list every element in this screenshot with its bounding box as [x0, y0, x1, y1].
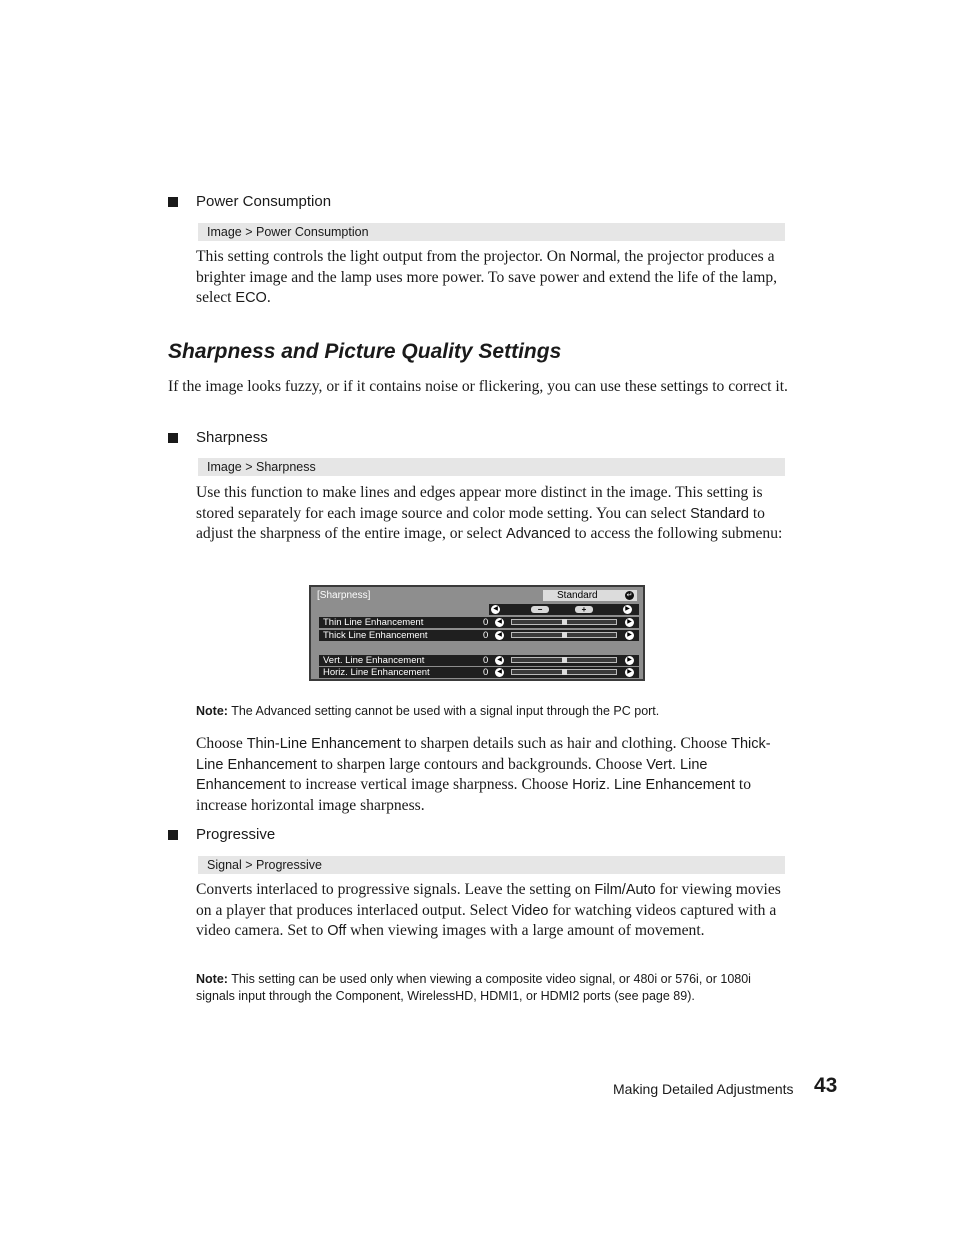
mode-value: Standard — [557, 590, 598, 601]
bullet-sharpness — [168, 429, 268, 446]
sharpness-submenu — [309, 585, 645, 681]
square-bullet-icon — [168, 197, 178, 207]
section-intro: If the image looks fuzzy, or if it contains noise or flickering, you can use these settings to correct it. — [168, 378, 788, 395]
submenu-title: [Sharpness] — [317, 590, 371, 601]
enter-icon: ↵ — [626, 592, 633, 599]
adjust-buttons-row — [489, 604, 639, 615]
arrow-right-icon[interactable]: ▶ — [625, 656, 634, 665]
footer-chapter: Making Detailed Adjustments — [613, 1081, 794, 1097]
arrow-right-icon[interactable]: ▶ — [625, 618, 634, 627]
slider-track[interactable] — [511, 619, 617, 625]
bullet-power-consumption — [168, 193, 331, 210]
arrow-left-icon[interactable]: ◀ — [495, 656, 504, 665]
slider-thumb[interactable] — [562, 619, 567, 625]
arrow-left-icon[interactable]: ◀ — [495, 668, 504, 677]
arrow-right-icon[interactable]: ▶ — [625, 668, 634, 677]
power-paragraph: This setting controls the light output from the projector. On Normal, the projector produces a brighter image and the lamp uses more power. To save power and extend the life of the lamp, select ECO. — [196, 248, 778, 306]
arrow-right-icon[interactable]: ▶ — [625, 631, 634, 640]
arrow-left-icon[interactable]: ◀ — [491, 605, 500, 614]
slider-track[interactable] — [511, 632, 617, 638]
choose-paragraph: Choose Thin-Line Enhancement to sharpen details such as hair and clothing. Choose Thick-Line Enhancement to sharpen large contours and backgrounds. Choose Vert. Line Enhancement to increase vertical image sharpness. Choose Horiz. Line Enhancement to increase horizontal image sharpness. — [196, 735, 771, 814]
mode-select[interactable] — [543, 590, 637, 601]
bullet-label: Sharpness — [196, 429, 268, 446]
square-bullet-icon — [168, 830, 178, 840]
sharpness-paragraph: Use this function to make lines and edges appear more distinct in the image. This setting is stored separately for each image source and color mode setting. You can select Standard to adjust the sharpness of the entire image, or select Advanced to access the following submenu: — [196, 484, 783, 542]
arrow-left-icon[interactable]: ◀ — [495, 631, 504, 640]
arrow-right-icon[interactable]: ▶ — [623, 605, 632, 614]
menu-path-bar: Image > Power Consumption — [198, 223, 785, 241]
arrow-left-icon[interactable]: ◀ — [495, 618, 504, 627]
menu-path-bar: Signal > Progressive — [198, 856, 785, 874]
page-number: 43 — [814, 1074, 838, 1097]
menu-path-bar: Image > Sharpness — [198, 458, 785, 476]
bullet-progressive — [168, 826, 275, 843]
progressive-paragraph: Converts interlaced to progressive signals. Leave the setting on Film/Auto for viewing movies on a player that produces interlaced output. Select Video for watching videos captured with a video camera. Set to Off when viewing images with a large amount of movement. — [196, 881, 781, 939]
plus-button[interactable]: + — [575, 606, 593, 613]
slider-track[interactable] — [511, 669, 617, 675]
bullet-label: Progressive — [196, 826, 276, 843]
submenu-row-horiz-line[interactable]: Horiz. Line Enhancement 0 ◀ ▶ — [319, 667, 639, 678]
minus-button[interactable]: − — [531, 606, 549, 613]
submenu-row-thin-line[interactable]: Thin Line Enhancement 0 ◀ ▶ — [319, 617, 639, 628]
square-bullet-icon — [168, 433, 178, 443]
submenu-row-thick-line[interactable]: Thick Line Enhancement 0 ◀ ▶ — [319, 630, 639, 641]
slider-thumb[interactable] — [562, 657, 567, 663]
section-heading: Sharpness and Picture Quality Settings — [168, 340, 562, 363]
note-progressive: Note: This setting can be used only when viewing a composite video signal, or 480i or 576i, or 1080i signals input through the Component, WirelessHD, HDMI1, or HDMI2 ports (see page 89). — [196, 972, 751, 1003]
slider-thumb[interactable] — [562, 632, 567, 638]
slider-track[interactable] — [511, 657, 617, 663]
submenu-row-vert-line[interactable]: Vert. Line Enhancement 0 ◀ ▶ — [319, 655, 639, 666]
slider-thumb[interactable] — [562, 669, 567, 675]
bullet-label: Power Consumption — [196, 193, 332, 210]
note-advanced: Note: The Advanced setting cannot be used with a signal input through the PC port. — [196, 704, 660, 718]
